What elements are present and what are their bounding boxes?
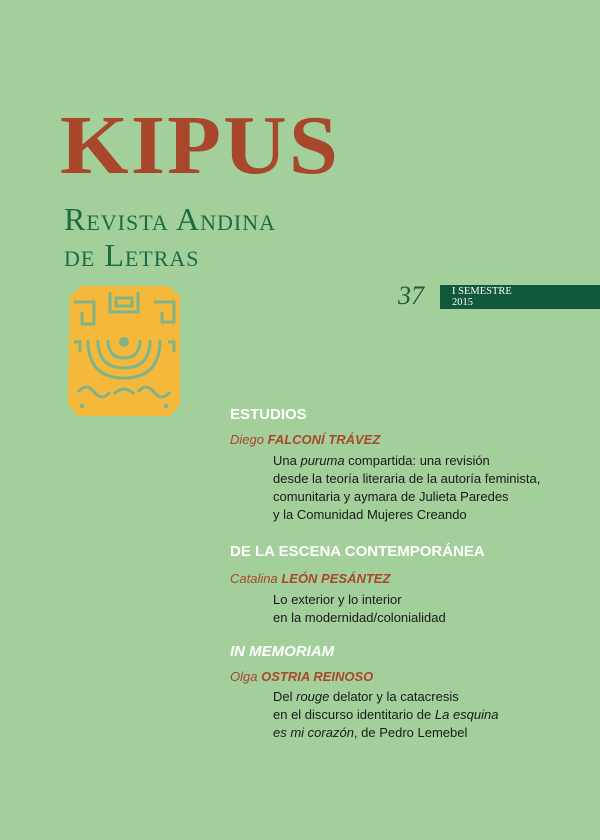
article-title-ostria bbox=[273, 688, 499, 742]
author-given-name: Olga bbox=[230, 669, 258, 684]
author-surname: LEÓN PESÁNTEZ bbox=[281, 571, 391, 586]
section-heading-estudios: ESTUDIOS bbox=[230, 406, 307, 423]
issue-number: 37 bbox=[398, 281, 424, 310]
author-leon bbox=[230, 571, 390, 586]
article-line: Del rouge delator y la catacresis bbox=[273, 689, 459, 704]
journal-subtitle-line2: de Letras bbox=[64, 237, 200, 273]
author-given-name: Diego bbox=[230, 432, 264, 447]
author-falconi bbox=[230, 432, 380, 447]
article-title-leon bbox=[273, 591, 446, 627]
article-line: en el discurso identitario de La esquina bbox=[273, 707, 499, 722]
article-title-falconi bbox=[273, 452, 540, 524]
section-heading-in-memoriam: IN MEMORIAM bbox=[230, 643, 335, 660]
author-given-name: Catalina bbox=[230, 571, 278, 586]
article-line: y la Comunidad Mujeres Creando bbox=[273, 507, 467, 522]
andean-emblem-icon bbox=[64, 282, 184, 420]
article-line: es mi corazón, de Pedro Lemebel bbox=[273, 725, 468, 740]
section-heading-escena: DE LA ESCENA CONTEMPORÁNEA bbox=[230, 543, 485, 560]
journal-title: KIPUS bbox=[60, 99, 341, 192]
author-surname: FALCONÍ TRÁVEZ bbox=[267, 432, 381, 447]
semester-text: I SEMESTRE bbox=[452, 286, 512, 297]
journal-subtitle-line1: Revista Andina bbox=[64, 201, 277, 237]
author-surname: OSTRIA REINOSO bbox=[261, 669, 374, 684]
article-line: comunitaria y aymara de Julieta Paredes bbox=[273, 489, 509, 504]
article-line: en la modernidad/colonialidad bbox=[273, 610, 446, 625]
year-text: 2015 bbox=[452, 297, 473, 308]
article-line: Lo exterior y lo interior bbox=[273, 592, 402, 607]
semester-label bbox=[452, 286, 512, 308]
article-line: desde la teoría literaria de la autoría feminista, bbox=[273, 471, 541, 486]
article-line: Una puruma compartida: una revisión bbox=[273, 453, 490, 468]
author-ostria bbox=[230, 669, 373, 684]
